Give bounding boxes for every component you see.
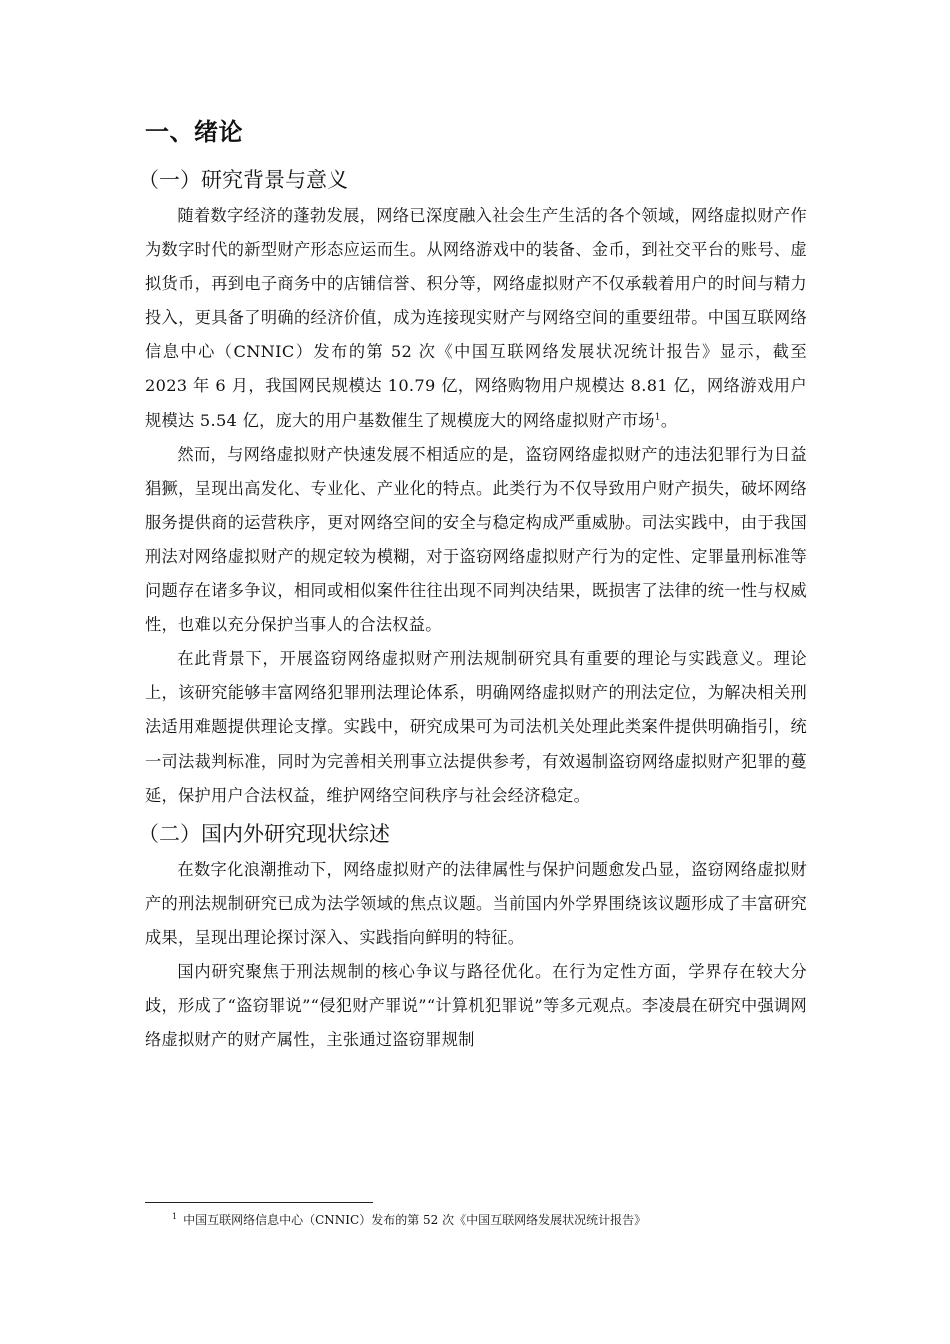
footnote-number: 1 — [172, 1212, 178, 1221]
paragraph-text: 随着数字经济的蓬勃发展，网络已深度融入社会生产生活的各个领域，网络虚拟财产作为数字时代的新型财产形态应运而生。从网络游戏中的装备、金币，到社交平台的账号、虚拟货币，再到电子商务中的店铺信誉、积分等，网络虚拟财产不仅承载着用户的时间与精力投入，更具备了明确的经济价值，成为连接现实财产与网络空间的重要纽带。中国互联网络信息中心（CNNIC）发布的第 52 次《中国互联网络发展状况统计报告》显示，截至 2023 年 6 月，我国网民规模达 10.79 亿，网络购物用户规模达 8.81 亿，网络游戏用户规模达 5.54 亿，庞大的用户基数催生了规模庞大的网络虚拟财产市场 — [145, 206, 807, 430]
section-title-literature-review: （二）国内外研究现状综述 — [138, 821, 390, 846]
section-title-background: （一）研究背景与意义 — [138, 168, 348, 192]
chapter-title: 一、绪论 — [145, 118, 243, 146]
footnote-divider — [145, 1202, 373, 1203]
paragraph — [145, 199, 807, 438]
footnote-text: 中国互联网络信息中心（CNNIC）发布的第 52 次《中国互联网络发展状况统计报告》 — [183, 1213, 647, 1227]
footnote — [172, 1211, 812, 1229]
paragraph: 国内研究聚焦于刑法规制的核心争议与路径优化。在行为定性方面，学界存在较大分歧，形成了“盗窃罪说”“侵犯财产罪说”“计算机犯罪说”等多元观点。李凌晨在研究中强调网络虚拟财产的财产属性，主张通过盗窃罪规制 — [145, 961, 807, 1050]
paragraph: 在此背景下，开展盗窃网络虚拟财产刑法规制研究具有重要的理论与实践意义。理论上，该研究能够丰富网络犯罪刑法理论体系，明确网络虚拟财产的刑法定位，为解决相关刑法适用难题提供理论支撑。实践中，研究成果可为司法机关处理此类案件提供明确指引，统一司法裁判标准，同时为完善相关刑事立法提供参考，有效遏制盗窃网络虚拟财产犯罪的蔓延，保护用户合法权益，维护网络空间秩序与社会经济稳定。 — [145, 649, 807, 805]
paragraph: 在数字化浪潮推动下，网络虚拟财产的法律属性与保护问题愈发凸显，盗窃网络虚拟财产的刑法规制研究已成为法学领域的焦点议题。当前国内外学界围绕该议题形成了丰富研究成果，呈现出理论探讨深入、实践指向鲜明的特征。 — [145, 859, 807, 947]
paragraph-tail: 。 — [660, 410, 678, 430]
footnote-reference[interactable]: 1 — [654, 412, 661, 423]
page-content — [138, 112, 807, 1057]
paragraph: 然而，与网络虚拟财产快速发展不相适应的是，盗窃网络虚拟财产的违法犯罪行为日益猖獗，呈现出高发化、专业化、产业化的特点。此类行为不仅导致用户财产损失，破坏网络服务提供商的运营秩序，更对网络空间的安全与稳定构成严重威胁。司法实践中，由于我国刑法对网络虚拟财产的规定较为模糊，对于盗窃网络虚拟财产行为的定性、定罪量刑标准等问题存在诸多争议，相同或相似案件往往出现不同判决结果，既损害了法律的统一性与权威性，也难以充分保护当事人的合法权益。 — [145, 444, 807, 635]
